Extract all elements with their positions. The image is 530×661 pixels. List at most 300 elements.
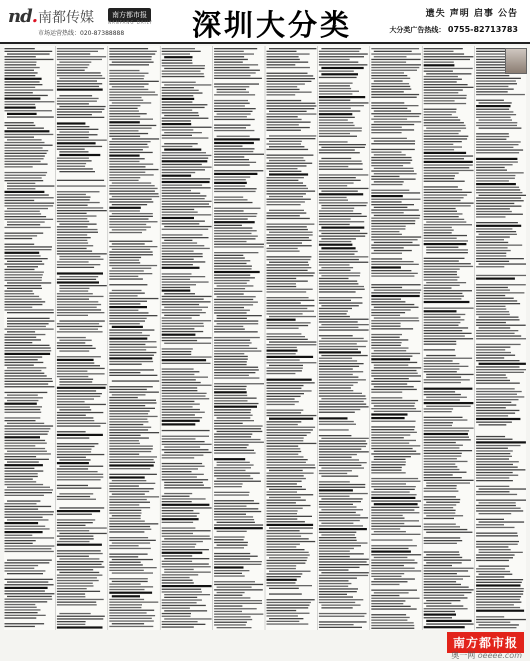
text-line bbox=[319, 366, 359, 367]
text-line bbox=[424, 260, 459, 261]
text-line bbox=[371, 358, 410, 360]
text-line bbox=[109, 545, 138, 546]
text-line bbox=[267, 302, 301, 303]
text-line bbox=[426, 252, 468, 253]
text-line bbox=[319, 319, 369, 320]
text-line bbox=[424, 597, 468, 598]
text-line bbox=[5, 481, 37, 482]
text-line bbox=[5, 87, 36, 88]
text-line bbox=[424, 117, 458, 118]
text-line bbox=[57, 326, 102, 327]
text-line bbox=[5, 104, 36, 105]
text-line bbox=[162, 393, 207, 394]
text-line bbox=[424, 119, 461, 120]
text-line bbox=[5, 562, 50, 563]
text-line bbox=[319, 163, 363, 164]
text-line bbox=[57, 550, 101, 551]
text-line bbox=[319, 564, 369, 565]
text-line bbox=[162, 152, 206, 153]
text-line bbox=[426, 562, 462, 563]
text-line bbox=[109, 201, 153, 202]
text-line bbox=[371, 403, 415, 404]
text-line bbox=[109, 149, 143, 150]
text-line bbox=[374, 405, 415, 406]
text-line bbox=[424, 133, 459, 134]
text-line bbox=[57, 160, 92, 161]
text-line bbox=[214, 263, 246, 264]
text-line bbox=[267, 325, 309, 326]
text-line bbox=[476, 109, 509, 110]
text-line bbox=[214, 428, 261, 429]
text-line bbox=[476, 290, 510, 291]
text-line bbox=[476, 604, 514, 605]
text-line bbox=[162, 60, 192, 61]
text-line bbox=[424, 111, 456, 112]
text-line bbox=[7, 500, 40, 501]
text-line bbox=[476, 187, 519, 188]
hotline-number: 0755-82713783 bbox=[447, 25, 518, 34]
text-line bbox=[424, 366, 469, 367]
text-line bbox=[476, 319, 519, 320]
text-line bbox=[57, 137, 89, 138]
text-line bbox=[214, 611, 242, 612]
text-line bbox=[269, 146, 304, 147]
text-line bbox=[479, 513, 512, 514]
text-line bbox=[424, 430, 469, 431]
text-line bbox=[476, 377, 507, 378]
text-line bbox=[371, 67, 419, 68]
text-line bbox=[374, 181, 404, 182]
text-line bbox=[479, 574, 513, 575]
text-line bbox=[371, 160, 412, 161]
text-line bbox=[162, 613, 191, 614]
text-line bbox=[214, 208, 260, 209]
text-line bbox=[371, 304, 414, 305]
text-line bbox=[162, 363, 211, 364]
text-line bbox=[109, 293, 145, 294]
text-line bbox=[319, 451, 369, 452]
text-line bbox=[319, 180, 361, 181]
text-line bbox=[476, 222, 518, 223]
text-line bbox=[214, 619, 252, 620]
text-line bbox=[5, 78, 42, 80]
text-line bbox=[426, 397, 467, 398]
text-line bbox=[214, 67, 249, 68]
text-line bbox=[162, 193, 201, 194]
text-line bbox=[109, 97, 141, 98]
text-line bbox=[476, 83, 517, 84]
text-line bbox=[424, 64, 455, 66]
text-line bbox=[162, 309, 202, 310]
text-line bbox=[319, 368, 353, 369]
text-line bbox=[424, 298, 462, 299]
text-line bbox=[217, 592, 245, 593]
text-line bbox=[5, 540, 36, 541]
text-line bbox=[214, 164, 250, 165]
text-line bbox=[5, 417, 41, 418]
text-line bbox=[321, 467, 364, 468]
text-line bbox=[5, 617, 37, 618]
text-line bbox=[267, 353, 296, 354]
text-line bbox=[267, 491, 298, 492]
text-line bbox=[267, 289, 313, 290]
text-line bbox=[214, 345, 249, 346]
text-line bbox=[109, 507, 150, 508]
text-line bbox=[162, 599, 202, 600]
text-line bbox=[424, 537, 461, 538]
text-line bbox=[267, 382, 315, 383]
text-line bbox=[424, 388, 473, 390]
text-line bbox=[214, 179, 246, 180]
text-line bbox=[109, 315, 157, 316]
text-line bbox=[57, 604, 97, 605]
text-line bbox=[57, 122, 86, 124]
text-line bbox=[214, 375, 249, 376]
text-line bbox=[57, 514, 92, 515]
text-line bbox=[109, 218, 148, 219]
text-line bbox=[217, 318, 247, 319]
text-line bbox=[371, 440, 416, 441]
text-line bbox=[319, 313, 347, 314]
text-line bbox=[319, 270, 351, 271]
text-line bbox=[214, 125, 250, 126]
text-line bbox=[319, 110, 360, 111]
text-line bbox=[57, 307, 97, 308]
text-line bbox=[371, 551, 411, 553]
text-line bbox=[267, 446, 299, 447]
text-line bbox=[214, 442, 264, 443]
text-line bbox=[7, 596, 52, 597]
text-line bbox=[371, 408, 416, 409]
text-line bbox=[162, 284, 196, 285]
text-line bbox=[374, 350, 406, 351]
text-line bbox=[217, 545, 248, 546]
text-line bbox=[7, 367, 46, 368]
text-line bbox=[371, 75, 407, 76]
text-line bbox=[7, 326, 46, 327]
text-line bbox=[476, 593, 523, 594]
text-line bbox=[424, 216, 459, 217]
text-line bbox=[319, 311, 348, 312]
text-line bbox=[319, 259, 359, 260]
text-line bbox=[57, 140, 107, 141]
text-line bbox=[5, 130, 50, 132]
text-line bbox=[424, 526, 460, 527]
text-line bbox=[59, 290, 88, 291]
text-line bbox=[319, 424, 356, 425]
text-line bbox=[269, 593, 302, 594]
text-line bbox=[162, 98, 195, 100]
text-line bbox=[5, 565, 39, 566]
text-line bbox=[371, 64, 421, 65]
text-line bbox=[162, 290, 191, 292]
text-line bbox=[424, 344, 457, 345]
text-line bbox=[371, 220, 415, 221]
text-line bbox=[371, 383, 407, 384]
text-line bbox=[57, 226, 88, 227]
text-line bbox=[162, 577, 190, 578]
text-line bbox=[5, 263, 45, 264]
text-line bbox=[267, 621, 300, 622]
text-line bbox=[214, 291, 262, 292]
text-line bbox=[162, 201, 212, 202]
text-line bbox=[319, 177, 356, 178]
text-line bbox=[319, 272, 360, 273]
text-line bbox=[267, 613, 310, 614]
text-line bbox=[109, 320, 145, 321]
text-line bbox=[267, 568, 296, 569]
text-line bbox=[5, 484, 44, 485]
text-line bbox=[424, 458, 457, 459]
text-line bbox=[319, 465, 362, 466]
text-line bbox=[214, 312, 247, 313]
text-line bbox=[319, 200, 348, 201]
text-line bbox=[319, 281, 357, 282]
text-line bbox=[319, 580, 349, 581]
text-line bbox=[164, 293, 195, 294]
text-line bbox=[319, 377, 359, 378]
text-line bbox=[5, 89, 54, 90]
text-line bbox=[267, 224, 315, 225]
text-line bbox=[319, 53, 368, 54]
text-line bbox=[214, 406, 257, 408]
text-line bbox=[57, 197, 91, 198]
text-line bbox=[267, 456, 304, 457]
text-line bbox=[57, 371, 88, 372]
text-line bbox=[57, 248, 87, 249]
text-line bbox=[319, 487, 365, 488]
text-line bbox=[109, 70, 139, 71]
text-line bbox=[109, 161, 139, 162]
text-line bbox=[162, 496, 190, 497]
text-line bbox=[57, 412, 103, 413]
text-line bbox=[109, 510, 141, 511]
text-line bbox=[476, 602, 521, 603]
text-line bbox=[5, 492, 53, 493]
text-line bbox=[5, 551, 54, 552]
text-line bbox=[424, 504, 457, 505]
text-line bbox=[371, 397, 402, 398]
text-line bbox=[319, 100, 350, 101]
text-line bbox=[162, 82, 196, 83]
text-line bbox=[214, 62, 243, 63]
text-line bbox=[109, 491, 149, 492]
text-line bbox=[374, 378, 409, 379]
text-line bbox=[214, 467, 251, 468]
text-line bbox=[319, 327, 359, 328]
text-line bbox=[319, 64, 368, 65]
text-line bbox=[162, 544, 197, 545]
text-line bbox=[321, 73, 358, 75]
text-line bbox=[57, 519, 95, 520]
text-line bbox=[109, 188, 157, 189]
text-line bbox=[109, 116, 140, 117]
text-line bbox=[112, 572, 153, 573]
text-line bbox=[57, 80, 97, 81]
text-line bbox=[371, 339, 408, 340]
text-line bbox=[109, 130, 138, 131]
text-line bbox=[5, 359, 38, 360]
text-line bbox=[112, 559, 153, 560]
text-line bbox=[109, 158, 144, 159]
text-line bbox=[57, 356, 101, 357]
text-line bbox=[374, 489, 415, 490]
text-line bbox=[109, 389, 147, 390]
text-line bbox=[267, 510, 298, 511]
text-line bbox=[109, 310, 138, 311]
text-line bbox=[371, 195, 403, 197]
text-line bbox=[5, 570, 46, 571]
text-line bbox=[476, 161, 518, 162]
text-line bbox=[267, 300, 315, 301]
text-line bbox=[424, 512, 456, 513]
text-line bbox=[214, 230, 257, 231]
text-line bbox=[374, 578, 415, 579]
text-line bbox=[371, 467, 402, 468]
text-line bbox=[321, 305, 358, 306]
text-line bbox=[424, 48, 463, 49]
text-line bbox=[109, 193, 158, 194]
text-line bbox=[319, 218, 351, 219]
text-line bbox=[109, 276, 138, 277]
text-line bbox=[214, 564, 261, 565]
text-line bbox=[319, 602, 355, 603]
text-line bbox=[424, 211, 457, 212]
text-line bbox=[109, 301, 147, 302]
text-line bbox=[321, 398, 366, 399]
text-line bbox=[319, 264, 350, 265]
text-line bbox=[424, 333, 472, 334]
text-line bbox=[371, 86, 410, 87]
text-line bbox=[7, 573, 43, 574]
text-line bbox=[319, 404, 366, 405]
text-line bbox=[214, 105, 245, 106]
text-line bbox=[57, 103, 89, 104]
text-line bbox=[162, 348, 193, 349]
text-line bbox=[319, 197, 347, 198]
text-line bbox=[109, 108, 137, 109]
text-line bbox=[371, 370, 416, 371]
text-line bbox=[267, 226, 307, 227]
text-line bbox=[164, 610, 207, 611]
text-line bbox=[57, 476, 103, 477]
text-line bbox=[214, 570, 249, 571]
text-line bbox=[426, 605, 463, 606]
text-line bbox=[319, 583, 352, 584]
text-line bbox=[5, 249, 52, 250]
text-line bbox=[476, 372, 524, 373]
text-line bbox=[5, 125, 36, 126]
text-line bbox=[319, 62, 358, 63]
text-line bbox=[426, 620, 471, 622]
text-line bbox=[424, 439, 471, 440]
text-line bbox=[57, 242, 88, 243]
text-line bbox=[162, 423, 196, 425]
text-line bbox=[7, 266, 38, 267]
text-line bbox=[424, 417, 463, 418]
text-line bbox=[214, 299, 253, 300]
text-line bbox=[59, 459, 90, 460]
text-line bbox=[476, 231, 516, 232]
text-line bbox=[5, 615, 46, 616]
text-line bbox=[214, 494, 249, 495]
text-line bbox=[424, 238, 457, 239]
text-line bbox=[5, 440, 46, 441]
text-line bbox=[424, 581, 456, 582]
text-line bbox=[5, 252, 40, 254]
text-line bbox=[5, 197, 54, 198]
text-line bbox=[109, 146, 148, 147]
text-line bbox=[267, 410, 304, 411]
text-line bbox=[476, 599, 520, 600]
text-line bbox=[476, 306, 505, 307]
text-line bbox=[214, 275, 250, 276]
text-line bbox=[319, 393, 362, 394]
text-line bbox=[424, 565, 452, 566]
text-line bbox=[424, 290, 472, 291]
text-line bbox=[321, 355, 367, 356]
text-line bbox=[371, 295, 419, 297]
text-line bbox=[214, 575, 245, 576]
text-line bbox=[57, 168, 93, 169]
text-line bbox=[109, 119, 153, 120]
text-line bbox=[371, 509, 414, 510]
text-line bbox=[214, 369, 259, 370]
text-line bbox=[267, 89, 300, 90]
text-line bbox=[319, 624, 354, 625]
text-line bbox=[109, 584, 140, 585]
text-line bbox=[214, 111, 252, 112]
text-line bbox=[267, 518, 298, 519]
text-line bbox=[267, 286, 297, 287]
text-line bbox=[371, 72, 404, 73]
text-line bbox=[162, 518, 199, 520]
text-line bbox=[267, 53, 310, 54]
text-line bbox=[476, 399, 518, 400]
text-line bbox=[57, 299, 89, 300]
text-line bbox=[214, 516, 253, 517]
text-line bbox=[319, 599, 363, 600]
text-line bbox=[267, 313, 303, 314]
text-line bbox=[267, 379, 312, 381]
text-line bbox=[476, 366, 519, 367]
text-line bbox=[476, 214, 523, 215]
text-line bbox=[424, 422, 453, 423]
text-line bbox=[426, 221, 466, 222]
text-line bbox=[214, 395, 247, 396]
text-line bbox=[424, 224, 472, 225]
text-line bbox=[162, 107, 205, 108]
text-line bbox=[162, 178, 211, 179]
text-line bbox=[476, 410, 519, 411]
text-line bbox=[162, 234, 203, 235]
text-line bbox=[371, 347, 408, 348]
text-line bbox=[374, 451, 416, 452]
text-line bbox=[267, 344, 317, 345]
text-line bbox=[424, 232, 452, 233]
text-line bbox=[267, 62, 309, 63]
text-line bbox=[476, 228, 512, 229]
text-line bbox=[57, 163, 86, 164]
text-line bbox=[5, 412, 42, 413]
text-line bbox=[476, 152, 519, 153]
watermark-en: oeeee.com bbox=[477, 651, 522, 660]
text-line bbox=[479, 317, 519, 318]
text-line bbox=[319, 401, 364, 402]
text-line bbox=[319, 251, 358, 252]
text-line bbox=[57, 234, 87, 235]
text-line bbox=[424, 433, 468, 435]
